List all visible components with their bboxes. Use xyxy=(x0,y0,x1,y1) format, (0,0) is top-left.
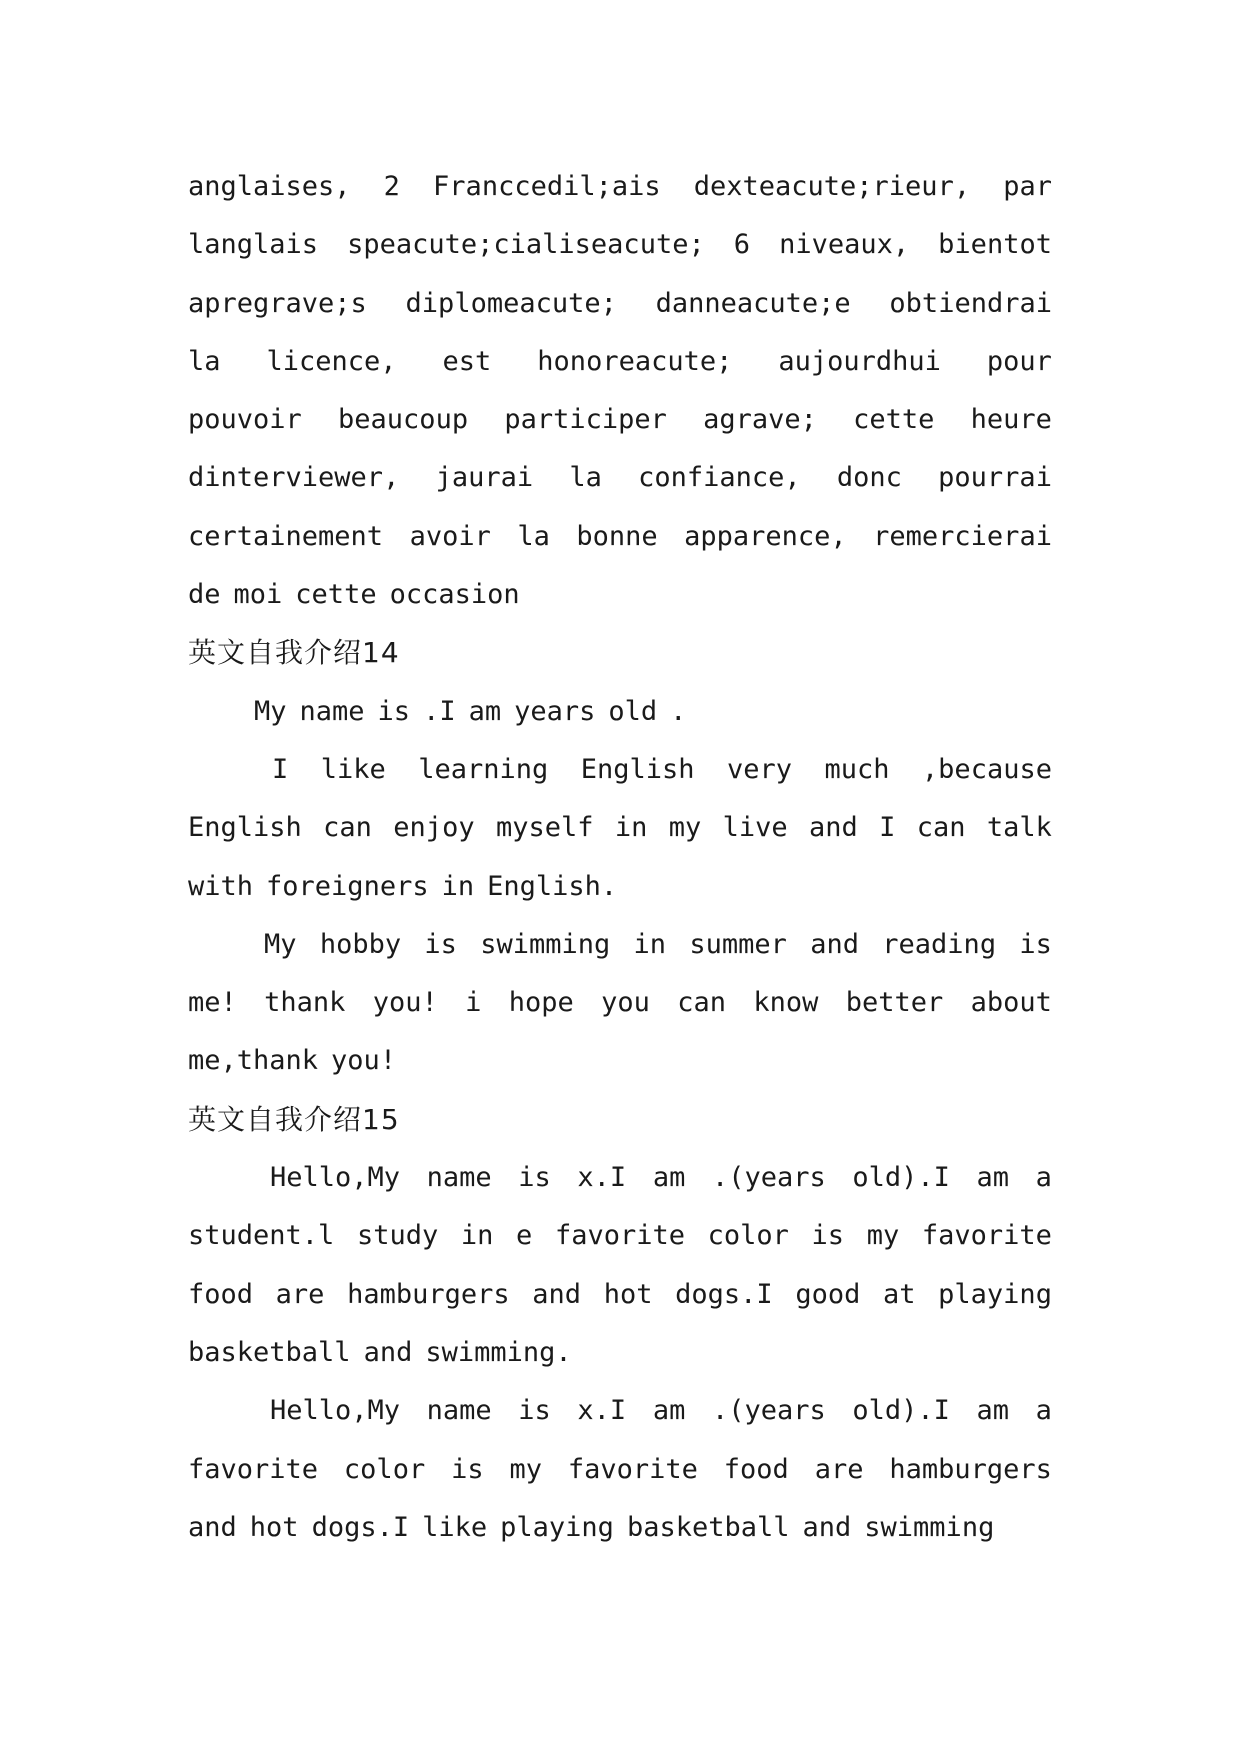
word: heure xyxy=(970,404,1052,436)
word: honoreacute; xyxy=(537,345,733,377)
word: English. xyxy=(487,870,618,902)
text-line xyxy=(188,1266,1052,1324)
word: Hello,My xyxy=(270,1395,401,1427)
word: name xyxy=(426,1162,492,1194)
paragraph-section-13-tail xyxy=(188,158,1052,624)
word: x.I xyxy=(577,1162,627,1194)
word: am xyxy=(976,1395,1010,1427)
word: food xyxy=(723,1453,789,1485)
text-line xyxy=(188,1207,1052,1265)
word: is xyxy=(518,1395,551,1427)
word: very xyxy=(726,753,792,785)
word: dinterviewer, xyxy=(188,462,400,494)
word: old).I xyxy=(852,1162,950,1194)
paragraph-15-2 xyxy=(188,1382,1052,1557)
word: 2 xyxy=(383,171,400,202)
word: is xyxy=(424,928,457,960)
text-line xyxy=(188,741,1052,799)
word: hope xyxy=(508,987,574,1019)
word: niveaux, xyxy=(779,229,910,261)
text-line xyxy=(188,1324,1052,1382)
word: dogs.I xyxy=(311,1511,410,1543)
word: I xyxy=(879,812,896,844)
word: about xyxy=(970,987,1052,1019)
word: moi xyxy=(233,579,283,611)
word: thank xyxy=(264,987,346,1019)
word: x.I xyxy=(577,1395,627,1427)
word: hot xyxy=(249,1511,299,1543)
word: color xyxy=(707,1220,789,1252)
word: color xyxy=(343,1453,426,1485)
word: .(years xyxy=(711,1162,826,1194)
word: in xyxy=(614,812,648,844)
word: cette xyxy=(853,404,935,436)
word: remercierai xyxy=(873,520,1052,552)
word: diplomeacute; xyxy=(405,287,617,319)
word: you xyxy=(601,987,650,1019)
word: in xyxy=(441,870,475,902)
word: hamburgers xyxy=(889,1453,1052,1485)
word: favorite xyxy=(554,1220,685,1252)
word: foreigners xyxy=(266,870,429,902)
word: English xyxy=(580,753,695,785)
word: can xyxy=(916,812,966,844)
word: aujourdhui xyxy=(778,345,941,377)
text-line xyxy=(188,158,1052,216)
word: jaurai xyxy=(435,462,534,494)
word: pour xyxy=(986,345,1052,377)
word: years xyxy=(514,695,596,727)
word: bonne xyxy=(576,520,658,552)
paragraph-14-1 xyxy=(188,683,1052,741)
word: summer xyxy=(689,928,787,960)
word: apparence, xyxy=(684,520,847,552)
word: de xyxy=(188,579,221,611)
word: . xyxy=(670,695,687,727)
word: and xyxy=(532,1278,582,1310)
word: old).I xyxy=(852,1395,950,1427)
word: and xyxy=(802,1511,852,1543)
text-line xyxy=(188,1149,1052,1207)
text-line xyxy=(188,1032,1052,1090)
word: basketball xyxy=(626,1511,790,1543)
word: i xyxy=(465,987,482,1019)
word: swimming xyxy=(480,928,611,960)
word: and xyxy=(363,1336,413,1368)
word: can xyxy=(677,987,727,1019)
text-line xyxy=(188,916,1052,974)
word: is xyxy=(811,1220,845,1252)
word: apregrave;s xyxy=(188,287,367,319)
word: My xyxy=(254,695,287,727)
word: swimming. xyxy=(425,1336,572,1368)
word: cette xyxy=(295,579,377,611)
word: you! xyxy=(372,987,438,1019)
word: student.l xyxy=(188,1220,335,1252)
word: hamburgers xyxy=(347,1278,510,1310)
word: am xyxy=(652,1162,686,1194)
word: .I xyxy=(423,695,456,727)
word: occasion xyxy=(389,579,520,611)
word: beaucoup xyxy=(338,404,469,436)
word: la xyxy=(517,520,550,552)
text-line xyxy=(188,566,1052,624)
word: playing xyxy=(938,1278,1052,1310)
word: is xyxy=(518,1162,551,1194)
word: you! xyxy=(331,1045,397,1077)
word: my xyxy=(866,1220,900,1252)
word: like xyxy=(422,1511,488,1543)
word: a xyxy=(1035,1162,1052,1194)
text-line xyxy=(188,449,1052,507)
word: in xyxy=(460,1220,494,1252)
word: favorite xyxy=(921,1220,1052,1252)
word: good xyxy=(795,1278,861,1310)
word: anglaises, xyxy=(188,171,351,202)
word: avoir xyxy=(409,520,491,552)
word: pourrai xyxy=(938,462,1052,494)
word: basketball xyxy=(188,1336,351,1368)
text-line xyxy=(188,1441,1052,1499)
text-line xyxy=(188,216,1052,274)
word: agrave; xyxy=(703,404,817,436)
word: playing xyxy=(500,1511,614,1543)
word: la xyxy=(188,345,221,377)
word: par xyxy=(1003,171,1052,202)
word: learning xyxy=(418,753,549,785)
word: know xyxy=(753,987,819,1019)
text-line xyxy=(188,683,1052,741)
word: at xyxy=(883,1278,916,1310)
word: Hello,My xyxy=(270,1162,401,1194)
text-line xyxy=(188,1382,1052,1440)
word: danneacute;e xyxy=(655,287,851,319)
word: I xyxy=(272,753,289,785)
text-line xyxy=(188,508,1052,566)
word: certainement xyxy=(188,520,384,552)
word: and xyxy=(188,1511,237,1543)
word: talk xyxy=(986,812,1052,844)
word: and xyxy=(808,812,858,844)
word: pouvoir xyxy=(188,404,302,436)
word: study xyxy=(356,1220,439,1252)
word: am xyxy=(652,1395,686,1427)
word: la xyxy=(569,462,602,494)
word: is xyxy=(377,695,411,727)
word: am xyxy=(976,1162,1010,1194)
word: enjoy xyxy=(393,812,475,844)
word: ,because xyxy=(921,753,1052,785)
section-heading-14: 英文自我介绍14 xyxy=(188,636,400,670)
text-line xyxy=(188,275,1052,333)
word: my xyxy=(668,812,702,844)
paragraph-14-3 xyxy=(188,916,1052,1091)
word: food xyxy=(188,1278,254,1310)
word: is xyxy=(451,1453,484,1485)
word: reading xyxy=(882,928,997,960)
word: a xyxy=(1035,1395,1052,1427)
word: donc xyxy=(836,462,902,494)
section-heading-15: 英文自我介绍15 xyxy=(188,1102,400,1136)
word: my xyxy=(509,1453,542,1485)
word: English xyxy=(188,812,302,844)
word: are xyxy=(814,1453,864,1485)
word: me,thank xyxy=(188,1045,319,1077)
word: can xyxy=(323,812,372,844)
word: licence, xyxy=(266,345,397,377)
word: est xyxy=(442,345,492,377)
word: is xyxy=(1019,928,1052,960)
text-line xyxy=(188,391,1052,449)
word: much xyxy=(824,753,890,785)
word: speacute;cialiseacute; xyxy=(347,229,705,261)
document-page xyxy=(188,158,1052,1557)
word: hot xyxy=(603,1278,653,1310)
word: in xyxy=(633,928,667,960)
word: Franccedil;ais xyxy=(433,171,661,202)
word: with xyxy=(188,870,254,902)
word: me! xyxy=(188,987,237,1019)
text-line xyxy=(188,799,1052,857)
word: bientot xyxy=(938,229,1052,261)
word: myself xyxy=(495,812,594,844)
text-line xyxy=(188,333,1052,391)
word: 6 xyxy=(733,229,751,261)
text-line xyxy=(188,1499,1052,1557)
word: My xyxy=(264,928,297,960)
word: and xyxy=(810,928,859,960)
word: name xyxy=(299,695,365,727)
word: confiance, xyxy=(638,462,801,494)
word: are xyxy=(275,1278,325,1310)
word: participer xyxy=(504,404,667,436)
paragraph-14-2 xyxy=(188,741,1052,916)
word: hobby xyxy=(319,928,402,960)
word: e xyxy=(516,1220,533,1252)
word: .(years xyxy=(711,1395,826,1427)
word: am xyxy=(468,695,502,727)
word: like xyxy=(320,753,386,785)
word: dexteacute;rieur, xyxy=(693,171,971,202)
word: swimming xyxy=(864,1511,995,1543)
paragraph-15-1 xyxy=(188,1149,1052,1382)
word: name xyxy=(426,1395,492,1427)
word: favorite xyxy=(188,1453,319,1485)
word: dogs.I xyxy=(675,1278,773,1310)
word: obtiendrai xyxy=(889,287,1052,319)
text-line xyxy=(188,858,1052,916)
word: old xyxy=(608,695,658,727)
text-line xyxy=(188,974,1052,1032)
word: langlais xyxy=(188,229,319,261)
word: favorite xyxy=(567,1453,698,1485)
word: live xyxy=(722,812,788,844)
word: better xyxy=(845,987,944,1019)
